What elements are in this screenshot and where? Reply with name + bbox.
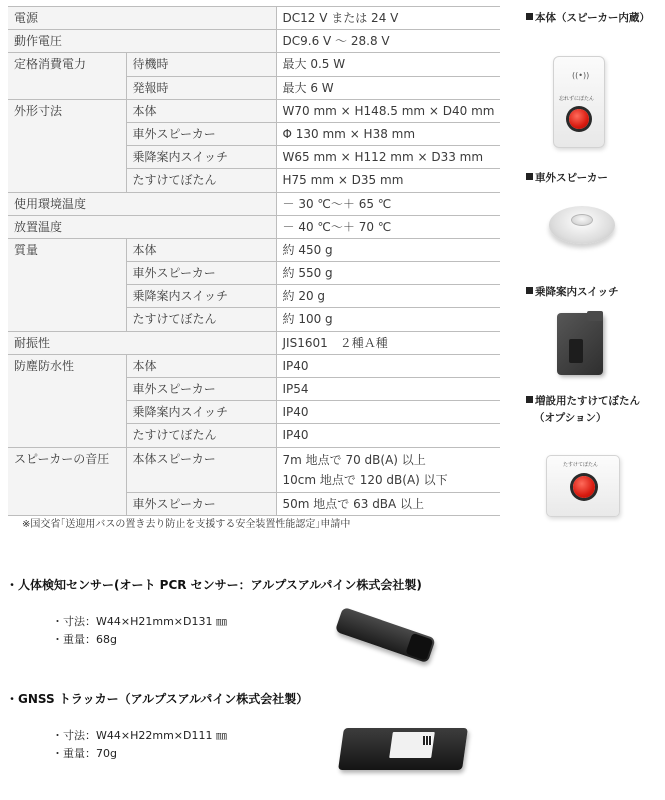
table-row — [8, 215, 500, 238]
square-bullet-icon — [526, 173, 533, 180]
spec-value: DC12 V または 24 V — [276, 7, 500, 30]
red-button-icon — [569, 109, 589, 129]
exterior-speaker-image — [549, 206, 615, 254]
table-row — [8, 238, 500, 261]
switch-title — [526, 284, 619, 299]
table-row — [8, 447, 500, 492]
spec-sub-label: 乗降案内スイッチ — [126, 401, 276, 424]
spec-value: W70 mm × H148.5 mm × D40 mm — [276, 99, 500, 122]
spec-sub-label: たすけてぼたん — [126, 424, 276, 447]
table-row — [8, 331, 500, 354]
spec-sub-label: 本体 — [126, 99, 276, 122]
spec-sub-label: 車外スピーカー — [126, 262, 276, 285]
gnss-size: ・寸法：W44×H22mm×D111 ㎜ — [52, 729, 227, 742]
spec-value: 約 450 g — [276, 238, 500, 261]
spec-value: IP40 — [276, 354, 500, 377]
spec-label: 使用環境温度 — [8, 192, 276, 215]
spec-sub-label: 本体 — [126, 354, 276, 377]
qr-code-icon — [423, 736, 432, 745]
main-unit-label: 忘れずにぼたん — [559, 96, 595, 102]
spec-sub-label: たすけてぼたん — [126, 308, 276, 331]
spec-sub-label: 車外スピーカー — [126, 492, 276, 515]
spec-value-line: 7m 地点で 70 dB(A) 以上 — [282, 452, 426, 467]
pcr-sensor-heading: ・人体検知センサー(オート PCR センサー：アルプスアルパイン株式会社製) — [6, 578, 422, 592]
spec-category: 質量 — [8, 238, 126, 331]
spec-sub-label: 本体 — [126, 238, 276, 261]
spec-value-multiline — [276, 447, 500, 492]
spec-value: JIS1601 ２種Ａ種 — [276, 331, 500, 354]
spec-value: － 30 ℃～＋ 65 ℃ — [276, 192, 500, 215]
footnote: ※国交省｢送迎用バスの置き去り防止を支援する安全装置性能認定｣申請中 — [22, 519, 351, 530]
table-row — [8, 99, 500, 122]
spec-sub-label: 乗降案内スイッチ — [126, 146, 276, 169]
table-row — [8, 30, 500, 53]
help-button-label: たすけてぼたん — [563, 462, 599, 468]
spec-table — [8, 6, 500, 516]
spec-value: Φ 130 mm × H38 mm — [276, 122, 500, 145]
pcr-sensor-image — [331, 597, 439, 674]
spec-sub-label: 車外スピーカー — [126, 122, 276, 145]
spec-label: 耐振性 — [8, 331, 276, 354]
spec-sub-label: 待機時 — [126, 53, 276, 76]
help-button-title-text: 増設用たすけてぼたん — [535, 395, 640, 407]
help-button-image — [546, 455, 620, 517]
boarding-switch-image — [557, 313, 603, 375]
spec-value: IP40 — [276, 401, 500, 424]
spec-value: W65 mm × H112 mm × D33 mm — [276, 146, 500, 169]
pcr-weight: ・重量：68g — [52, 633, 117, 646]
speaker-title — [526, 170, 608, 185]
spec-category: スピーカーの音圧 — [8, 447, 126, 515]
table-row — [8, 192, 500, 215]
spec-value: IP40 — [276, 424, 500, 447]
spec-value: 約 550 g — [276, 262, 500, 285]
main-unit-title — [526, 10, 650, 25]
table-row — [8, 53, 500, 76]
speaker-cap — [571, 214, 593, 226]
spec-label: 電源 — [8, 7, 276, 30]
main-unit-title-text: 本体（スピーカー内蔵） — [535, 12, 650, 24]
spec-value: 最大 0.5 W — [276, 53, 500, 76]
spec-value: 約 20 g — [276, 285, 500, 308]
speaker-title-text: 車外スピーカー — [535, 172, 608, 184]
gnss-heading: ・GNSS トラッカー（アルプスアルパイン株式会社製） — [6, 692, 309, 706]
spec-category: 防塵防水性 — [8, 354, 126, 447]
spec-value: 50m 地点で 63 dBA 以上 — [276, 492, 500, 515]
spec-sub-label: 車外スピーカー — [126, 378, 276, 401]
switch-lever — [569, 339, 583, 363]
sound-wave-icon: ((•)) — [572, 71, 590, 80]
gnss-weight: ・重量：70g — [52, 747, 117, 760]
spec-sub-label: 乗降案内スイッチ — [126, 285, 276, 308]
square-bullet-icon — [526, 396, 533, 403]
table-row — [8, 7, 500, 30]
spec-value: H75 mm × D35 mm — [276, 169, 500, 192]
spec-value: DC9.6 V ～ 28.8 V — [276, 30, 500, 53]
spec-sub-label: 発報時 — [126, 76, 276, 99]
square-bullet-icon — [526, 13, 533, 20]
spec-value: 最大 6 W — [276, 76, 500, 99]
pcr-size: ・寸法：W44×H21mm×D131 ㎜ — [52, 615, 227, 628]
spec-label: 動作電圧 — [8, 30, 276, 53]
spec-category: 定格消費電力 — [8, 53, 126, 99]
help-button-subtitle: （オプション） — [534, 412, 607, 424]
spec-value: IP54 — [276, 378, 500, 401]
spec-sub-label: 本体スピーカー — [126, 447, 276, 492]
spec-label: 放置温度 — [8, 215, 276, 238]
spec-value-line: 10cm 地点で 120 dB(A) 以下 — [282, 472, 448, 487]
spec-value: 約 100 g — [276, 308, 500, 331]
main-unit-image — [553, 56, 605, 148]
help-button-title — [526, 393, 640, 408]
spec-value: － 40 ℃～＋ 70 ℃ — [276, 215, 500, 238]
spec-category: 外形寸法 — [8, 99, 126, 192]
switch-lip — [587, 311, 603, 321]
gnss-tracker-image — [341, 720, 465, 774]
switch-title-text: 乗降案内スイッチ — [535, 286, 619, 298]
table-row — [8, 354, 500, 377]
square-bullet-icon — [526, 287, 533, 294]
spec-sub-label: たすけてぼたん — [126, 169, 276, 192]
red-button-icon — [573, 476, 595, 498]
